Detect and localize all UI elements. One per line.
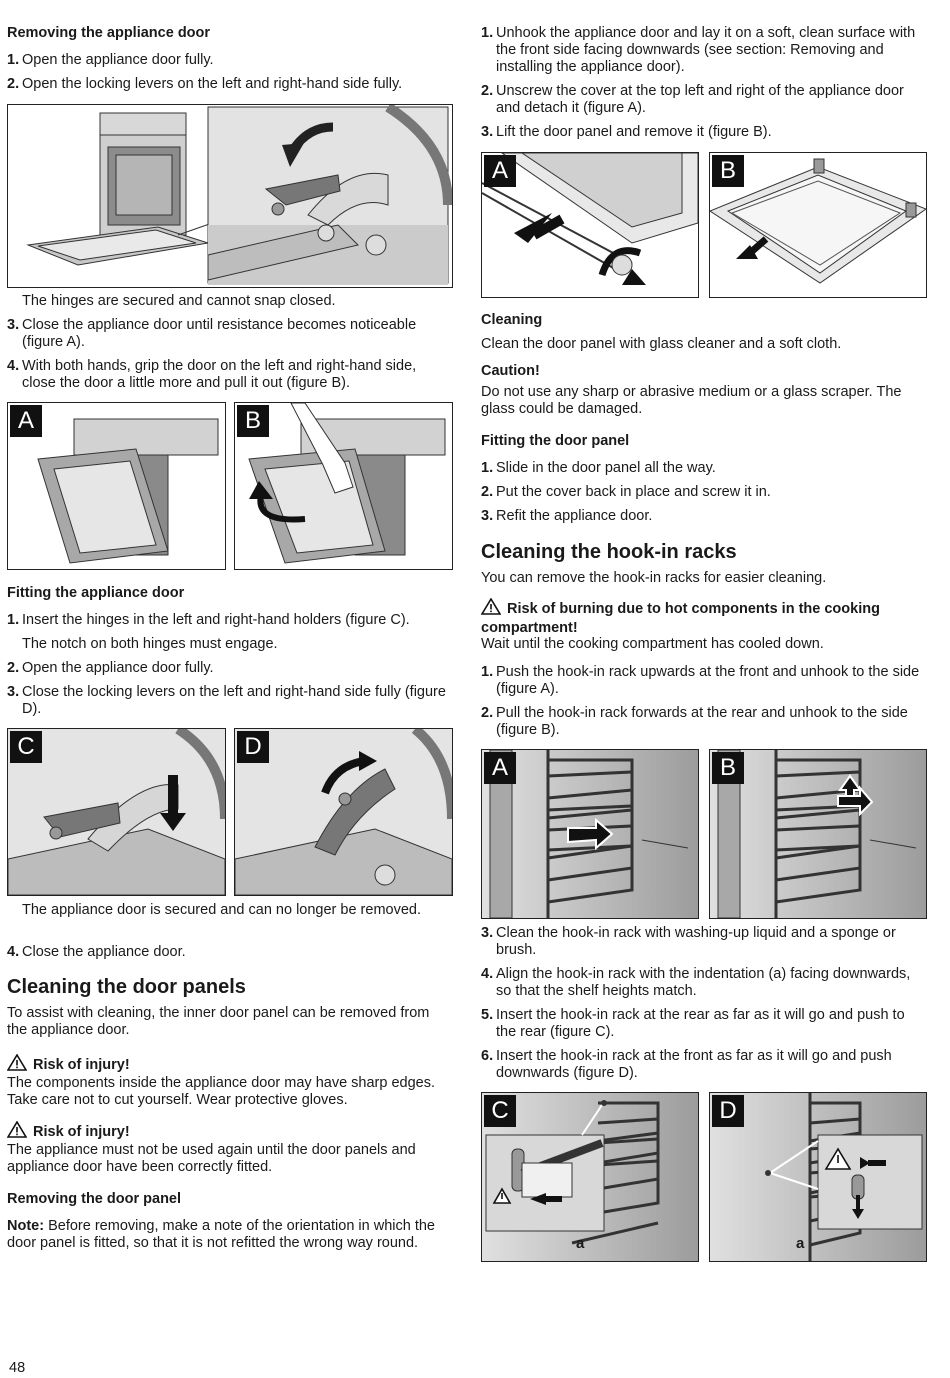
figure-label-b: B — [237, 405, 269, 437]
step-hookin-3: 3. Clean the hook-in rack with washing-up liquid and a sponge or brush. — [481, 925, 896, 958]
warning-injury-1-text: The components inside the appliance door may have sharp edges. Take care not to cut yourself. Wear protective gloves. — [7, 1075, 436, 1108]
figure-b-rack-forward — [709, 749, 927, 919]
figure-c-hinge-insert — [7, 728, 226, 896]
step-panel-2: 2. Unscrew the cover at the top left and right of the appliance door and detach it (figure A). — [481, 83, 904, 116]
step-hookin-4: 4. Align the hook-in rack with the indentation (a) facing downwards, so that the shelf heights match. — [481, 966, 911, 999]
warning-injury-2-text: The appliance must not be used again until the door panels and appliance door have been correctly fitted. — [7, 1142, 416, 1175]
step-panel-1: 1. Unhook the appliance door and lay it on a soft, clean surface with the front side facing downwards (see section: Removing and installing the appliance door). — [481, 25, 916, 75]
step-4: 4. With both hands, grip the door on the left and right-hand side, close the door a little more and pull it out (figure B). — [7, 358, 417, 391]
step-panel-3: 3. Lift the door panel and remove it (figure B). — [481, 124, 772, 140]
figure-label-d: D — [237, 731, 269, 763]
heading-fitting-panel: Fitting the door panel — [481, 433, 630, 449]
step-hookin-1: 1. Push the hook-in rack upwards at the front and unhook to the side (figure A). — [481, 664, 920, 697]
page-number: 48 — [9, 1360, 26, 1376]
heading-fitting-door: Fitting the appliance door — [7, 585, 185, 601]
figure-a-door-close — [7, 402, 226, 570]
caution-text: Do not use any sharp or abrasive medium or a glass scraper. The glass could be damaged. — [481, 384, 902, 417]
warning-burning-text: Wait until the cooking compartment has cooled down. — [481, 636, 824, 652]
figure-b-door-pull — [234, 402, 453, 570]
figure-d-rack-insert-front — [709, 1092, 927, 1262]
figure-a-rack-up — [481, 749, 699, 919]
step-fitpanel-1: 1. Slide in the door panel all the way. — [481, 460, 716, 476]
heading-removing-door-panel: Removing the door panel — [7, 1191, 182, 1207]
figure-label-b: B — [712, 155, 744, 187]
cleaning-panels-intro: To assist with cleaning, the inner door panel can be removed from the appliance door. — [7, 1005, 430, 1038]
figure-label-d: D — [712, 1095, 744, 1127]
step-hookin-5: 5. Insert the hook-in rack at the rear as far as it will go and push to the rear (figure C). — [481, 1007, 905, 1040]
step-2: 2. Open the locking levers on the left and right-hand side fully. — [7, 76, 403, 92]
warning-injury-1: Risk of injury! — [7, 1054, 130, 1075]
step-3: 3. Close the appliance door until resistance becomes noticeable (figure A). — [7, 317, 417, 350]
heading-caution: Caution! — [481, 363, 540, 379]
warning-injury-2: Risk of injury! — [7, 1121, 130, 1142]
cleaning-text: Clean the door panel with glass cleaner and a soft cloth. — [481, 336, 842, 352]
heading-removing-door: Removing the appliance door — [7, 25, 211, 41]
warning-burning: Risk of burning due to hot components in the cooking compartment! — [481, 598, 921, 637]
note-orientation: Note: Before removing, make a note of the orientation in which the door panel is fitted, so that it is not refitted the wrong way round. — [7, 1218, 435, 1251]
warning-triangle-icon — [7, 1121, 27, 1142]
step-hookin-2: 2. Pull the hook-in rack forwards at the rear and unhook to the side (figure B). — [481, 705, 908, 738]
heading-cleaning-door-panels: Cleaning the door panels — [7, 976, 246, 998]
figure-label-a: A — [10, 405, 42, 437]
indentation-label-a: a — [576, 1235, 585, 1252]
warning-triangle-icon — [7, 1054, 27, 1075]
step-fit-1: 1. Insert the hinges in the left and right-hand holders (figure C). — [7, 612, 410, 628]
note-door-secured: The appliance door is secured and can no longer be removed. — [22, 902, 422, 918]
note-hinges-secured: The hinges are secured and cannot snap closed. — [22, 293, 336, 309]
warning-triangle-icon — [481, 598, 501, 620]
figure-label-c: C — [484, 1095, 516, 1127]
note-notch: The notch on both hinges must engage. — [22, 636, 278, 652]
step-1: 1. Open the appliance door fully. — [7, 52, 214, 68]
step-fit-4: 4. Close the appliance door. — [7, 944, 186, 960]
figure-b-lift-panel — [709, 152, 927, 298]
figure-label-b: B — [712, 752, 744, 784]
figure-door-hinge — [7, 104, 453, 288]
heading-cleaning-hookin: Cleaning the hook-in racks — [481, 541, 737, 563]
figure-a-unscrew-cover — [481, 152, 699, 298]
hookin-intro: You can remove the hook-in racks for easier cleaning. — [481, 570, 827, 586]
figure-label-a: A — [484, 155, 516, 187]
heading-cleaning: Cleaning — [481, 312, 543, 328]
step-fit-2: 2. Open the appliance door fully. — [7, 660, 214, 676]
figure-label-a: A — [484, 752, 516, 784]
step-fitpanel-3: 3. Refit the appliance door. — [481, 508, 653, 524]
step-fitpanel-2: 2. Put the cover back in place and screw it in. — [481, 484, 771, 500]
figure-d-lever-close — [234, 728, 453, 896]
figure-c-rack-insert-rear — [481, 1092, 699, 1262]
indentation-label-a: a — [796, 1235, 805, 1252]
step-fit-3: 3. Close the locking levers on the left and right-hand side fully (figure D). — [7, 684, 446, 717]
figure-label-c: C — [10, 731, 42, 763]
step-hookin-6: 6. Insert the hook-in rack at the front as far as it will go and push downwards (figure D). — [481, 1048, 892, 1081]
